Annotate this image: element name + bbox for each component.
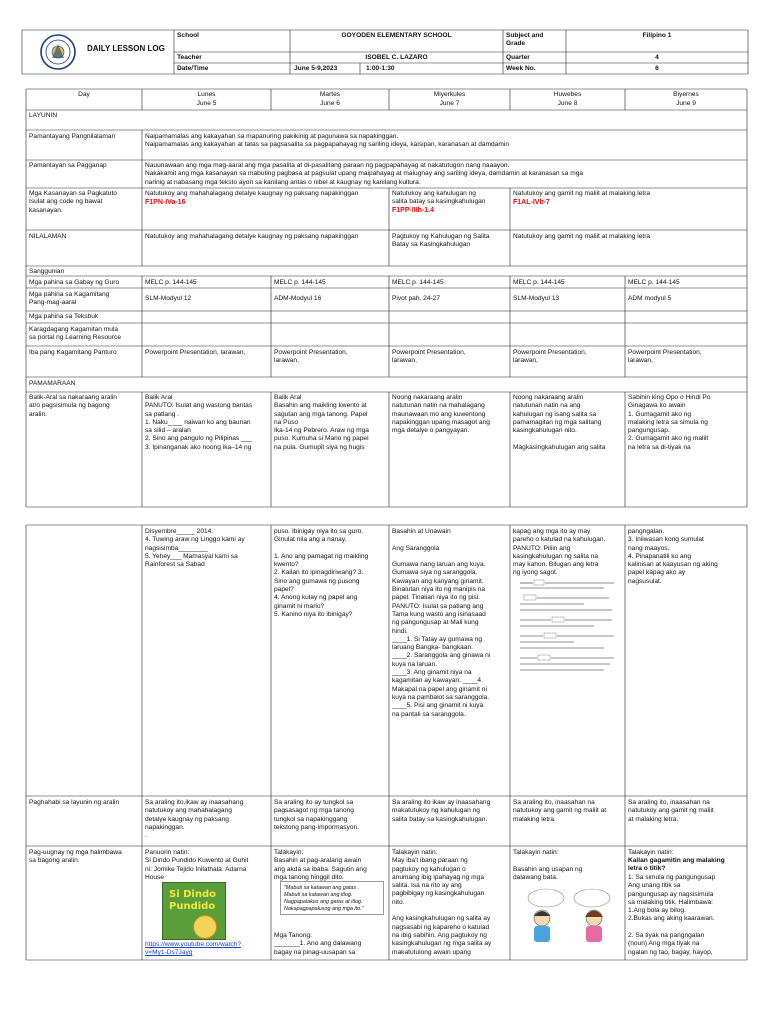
children-talking-illustration: [518, 886, 618, 948]
pag-uugnay-fri-heading: Talakayin natin:: [628, 849, 674, 856]
guro-mon: MELC p. 144-145: [145, 279, 197, 286]
paghahabi-wed: Sa araling ito ikaw ay inaasahang makatutukoy ng kahulugan ng salita batay sa kasingkahulugan.: [392, 799, 491, 823]
cont-mon: Disyembre_____ 2014. 4. Tuwing araw ng Linggo kami ay nagsisimba________ 5. Yehey___ Mamasyal kami sa Rainforest sa Sabad: [145, 528, 245, 569]
nilalaman-c: Natutukoy ang gamit ng maliit at malaking letra: [513, 233, 651, 240]
iba-wed: Powerpoint Presentation, larawan,: [392, 349, 466, 365]
pag-uugnay-tue-questions: Mga Tanong: _______1. Ano ang dalawang bagay na pinag-uusapan sa: [274, 932, 362, 956]
nilalaman-label: NILALAMAN: [29, 233, 67, 240]
day-thursday: Huwebes: [553, 91, 582, 98]
day-tuesday: Martes: [319, 91, 341, 98]
day-label: Day: [78, 91, 90, 98]
sanggunian-heading: Sanggunian: [29, 268, 65, 275]
kasanayan-a-code: F1PN-IVa-16: [145, 199, 186, 206]
iba-fri: Powerpoint Presentation, larawan,: [628, 349, 702, 365]
iba-thu: Powerpoint Presentation, larawan,: [513, 349, 587, 365]
worksheet-thumbnail: [514, 578, 620, 678]
deped-seal-logo: [40, 34, 76, 70]
pag-uugnay-tue: Talakayin: Basahin at pag-aralang awain ang akda sa ibaba. Sagutin ang mga tanong hinggil dito.: [274, 849, 367, 881]
teksbuk-label: Mga pahina sa Teksbuk: [29, 313, 99, 320]
kasanayan-a: Natutukoy ang mahahalagang detalye kaugnay ng paksang napakinggan: [145, 190, 359, 197]
day-monday: Lunes: [197, 91, 216, 98]
iba-tue: Powerpoint Presentation, larawan,: [274, 349, 348, 365]
pag-uugnay-label: Pag-uugnay ng mga halimbawa sa bagong aralin.: [29, 849, 122, 865]
balik-thu: Noong nakaraang aralin natutunan natin na ang kahulugan ng isang salita sa pamamagitan ng mga salitang kasingkahulugan nito. Magkasingkahulugan ang salita: [513, 394, 606, 451]
pagganap-text: Nauunawaan ang mga mag-aaral ang mga pasalita at di-pasalitang paraan ng pagpapahayag at nakatutugon nang naaayon. Nakakamit ang mga kasanayan sa mabuting pagbasa at pagsulat upang maipahayag at maiugnay ang sariling ideya, damdamin at karanasan sa mga narinig at nabasang mga teksto ayon sa kanilang antas o nibel at kaugnay ng kanilang kultura.: [145, 162, 584, 186]
pagganap-label: Pamantayan sa Pagganap: [29, 162, 107, 169]
pag-uugnay-mon: Panuorin natin: Si Dindo Pundido Kuwento at Guhit ni: Jomike Tejido Inilathala: Adarna House: [145, 849, 249, 881]
kasanayan-b-code: F1PP-IIIh-1.4: [392, 207, 435, 214]
teacher-name: ISOBEL C. LAZARO: [365, 54, 428, 61]
date-thursday: June 8: [557, 100, 578, 107]
pamantayang-label: Pamantayang Pangnilalaman: [29, 133, 116, 140]
youtube-link[interactable]: https://www.youtube.com/watch? v=My1-Ds7Jayg: [145, 941, 242, 957]
kagamitan-label: Mga pahina sa Kagamitang Pang-mag-aaral: [29, 291, 110, 307]
book-cover-image: [162, 882, 226, 940]
kagamitan-wed: Pivot pah. 24-27: [392, 295, 441, 302]
iba-mon: Powerpoint Presentation, larawan,: [145, 349, 246, 356]
paghahabi-mon: Sa araling ito,ikaw ay inaasahang natutukoy ang mahahalagang detalye kaugnay ng paksang napakinggan. .: [145, 799, 244, 840]
pag-uugnay-wed: Talakayin natin: May iba't ibang paraan ng pagtukoy ng kahulugan o anumang ibig ipahayag ng mga salita. Isa na rito ay ang pagbibigay ng kasingkahulugan nito. Ang kasingkahulugan ng salita ay nagsasabi ng kapareho o katulad na ibig sabihin. Ang pagtukoy ng kasingkahulugan ng mga salita ay makatutulong awain upang: [392, 849, 492, 956]
kagamitan-thu: SLM-Modyul 13: [513, 295, 560, 302]
kasanayan-c-code: F1AL-IVb-7: [513, 199, 550, 206]
kagamitan-mon: SLM-Modyul 12: [145, 295, 192, 302]
date-value: June 5-9,2023: [294, 65, 338, 72]
date-wednesday: June 7: [439, 100, 460, 107]
cont-fri: pangngalan. 3. Iniiwasan kong sumulat nang maayos. 4. Pinapanatili ko ang kalinisan at kaayusan ng aking papel kapag ako ay nagsusulat.: [628, 528, 718, 585]
quarter-label: Quarter: [506, 54, 530, 61]
iba-label: Iba pang Kagamitang Panturo: [29, 349, 117, 356]
quarter-value: 4: [655, 54, 659, 61]
guro-tue: MELC p. 144-145: [274, 279, 326, 286]
week-value: 6: [655, 65, 659, 72]
subject-value: Filipino 1: [642, 32, 672, 39]
cont-thu: kapag ang mga ito ay may pareho o katulad na kahulugan. PANUTO: Piliin ang kasingkahulugan ng salita na may kahon. Bilugan ang letra ng iyong sagot.: [513, 528, 606, 577]
pamantayang-text: Naipamamalas ang kakayahan sa mapanuring pakikinig at pagunawa sa napakinggan. Naipamamalas ang kakayahan at tatas sa pagsasalita sa pagpapahayag ng sariling ideya, kaisipan, karanasan at damdamin: [145, 133, 509, 149]
balik-fri: Sabihin king Opo o Hindi Po Ginagawa ko awain 1. Gumagamit ako ng malaking letra sa simula ng pangungusap. 2. Gumagamit ako ng maliit na letra sa di-tiyak na: [628, 394, 711, 451]
school-name: GOYODEN ELEMENTARY SCHOOL: [341, 32, 452, 39]
time-value: 1:00-1:30: [366, 65, 395, 72]
guro-wed: MELC p. 144-145: [392, 279, 444, 286]
guro-thu: MELC p. 144-145: [513, 279, 565, 286]
paghahabi-fri: Sa araling ito, inaasahan na natutukoy ang gamit ng maliit at malaking letra.: [628, 799, 714, 823]
book-title-line-1: Si Dindo: [169, 889, 216, 900]
kagamitan-tue: ADM-Modyul 16: [274, 295, 322, 302]
cont-tue: puso. Ibinigay niya ito sa guro. Ginulat nila ang a nanay. 1. Ano ang pamagat ng maikling kwento? 2. Kailan ito ipinagdiriwang? 3. Sino ang gumawa ng pusong papel? 4. Anong kulay ng papel ang ginamit ni mario? 5. Kanino niya ito ibinigay?: [274, 528, 369, 618]
paghahabi-thu: Sa araling ito, inaasahan na natutukoy ang gamit ng maliit at malaking letra.: [513, 799, 607, 823]
date-tuesday: June 6: [320, 100, 340, 107]
kasanayan-label: Mga Kasanayan sa Pagkatuto Isulat ang code ng bawat kasanayan.: [29, 190, 117, 214]
balik-label: Balik-Aral sa nakaraang aralin at/o pagsisimula ng bagong aralin.: [29, 394, 117, 418]
balik-wed: Noong nakaraang aralin natutunan natin na mahalagang maunawaan mo ang kuwentong napakinggan upang masagot ang mga detalye o pangyayari.: [392, 394, 490, 435]
guro-label: Mga pahina sa Gabay ng Guro: [29, 279, 120, 286]
pag-uugnay-fri-question: Kailan gagamitin ang malaking letra o titik?: [628, 857, 725, 873]
balik-tue: Balik Aral Basahin ang maikling kwento at sagutan ang mga tanong. Papel na Puso Ika-14 ng Pebrero. Araw ng mga puso. Kumuha si Mario ng papel na pula. Gumupit siya ng hugis: [274, 394, 369, 451]
book-title-line-2: Pundido: [169, 901, 216, 912]
day-friday: Biyernes: [673, 91, 699, 98]
paghahabi-label: Paghahabi sa layunin ng aralin: [29, 799, 120, 806]
balik-mon: Balik Aral PANUTO: Isulat ang wastong bantas sa patlang . 1. Naku____ naiwan ko ang baunan sa silid – aralan 2. Sino ang pangulo ng Pilipinas ___ 3. Ipinanganak ako noong ika–14 ng: [145, 394, 253, 451]
teacher-label: Teacher: [177, 54, 202, 61]
pag-uugnay-thu: Talakayin natin: Basahin ang usapan ng dalawang bata.: [513, 849, 583, 881]
day-wednesday: Miyerkules: [433, 91, 466, 98]
subject-label: Subject and Grade: [506, 32, 544, 48]
log-title: DAILY LESSON LOG: [87, 44, 165, 53]
date-monday: June 5: [196, 100, 217, 107]
kagamitan-fri: ADM modyul 5: [628, 295, 672, 302]
date-friday: June 9: [676, 100, 696, 107]
week-label: Week No.: [506, 65, 536, 72]
datetime-label: Date/Time: [177, 65, 209, 72]
layunin-heading: LAYUNIN: [29, 112, 58, 119]
pamamaraan-heading: PAMAMARAAN: [29, 380, 76, 387]
nilalaman-b: Pagtukoy ng Kahulugan ng Salita Batay sa Kasingkahulugan: [392, 233, 490, 249]
pag-uugnay-fri-body: 1. Sa simula ng pangungusap Ang unang titik sa pangungusap ay nagsisimula sa malaking titik. Halimbawa: 1.Ang bola ay bilog. 2.Bukas ang aking kaarawan. 2. Sa tiyak na pangngalan (noun) Ang mga tiyak na ngalan ng tao, bagay, hayop,: [628, 874, 716, 956]
paghahabi-tue: Sa araling ito ay tungkol sa pagsasagot ng mga tanong tungkol sa napakinggang tekstong pang-impormasyon.: [274, 799, 360, 831]
school-label: School: [177, 32, 199, 39]
karagdagang-label: Karagdagang Kagamitan mula sa portal ng Learning Resource: [29, 326, 122, 342]
kasanayan-b: Natutukoy ang kahulugan ng salita batay sa kasingkahulugan: [392, 190, 486, 206]
book-character-illustration: [193, 915, 217, 939]
poem-box: "Mabuti sa katawan ang gatas . Mabuti sa katawan ang itlog. Nagpapalakas ang gatas at itlog. Nakapagpapalusog ang mga ito.": [280, 881, 384, 915]
kasanayan-c: Natutukoy ang gamit ng maliit at malaking letra: [513, 190, 651, 197]
cont-wed: Basahin at Unawain Ang Saranggola Gumawa nang laruan ang kuya. Gumawa siya ng saranggola. Kawayan ang kanyang ginamit. Binalutan niya ito ng manipis na papel. Tinalian niya ito ng pisi. PANUTO: Isulat sa patlang ang Tama kung wasto ang isinasaad ng pangungusap at Mali kung hindi. ____1. Si Tatay ay gumawa ng laruang Bangka- bangkaan. ____2. Saranggola ang ginawa ni kuya na laruan. ____3. Ang ginamit niya na kagamitan ay kawayan. ____4. Makapal na papel ang ginamit ni kuya na pambalot sa saranggola. ____5. Pisi ang ginamit ni kuya na pantali sa saranggola.: [392, 528, 491, 718]
guro-fri: MELC p. 144-145: [628, 279, 680, 286]
nilalaman-a: Natutukoy ang mahahalagang detalye kaugnay ng paksang napakinggan: [145, 233, 359, 240]
